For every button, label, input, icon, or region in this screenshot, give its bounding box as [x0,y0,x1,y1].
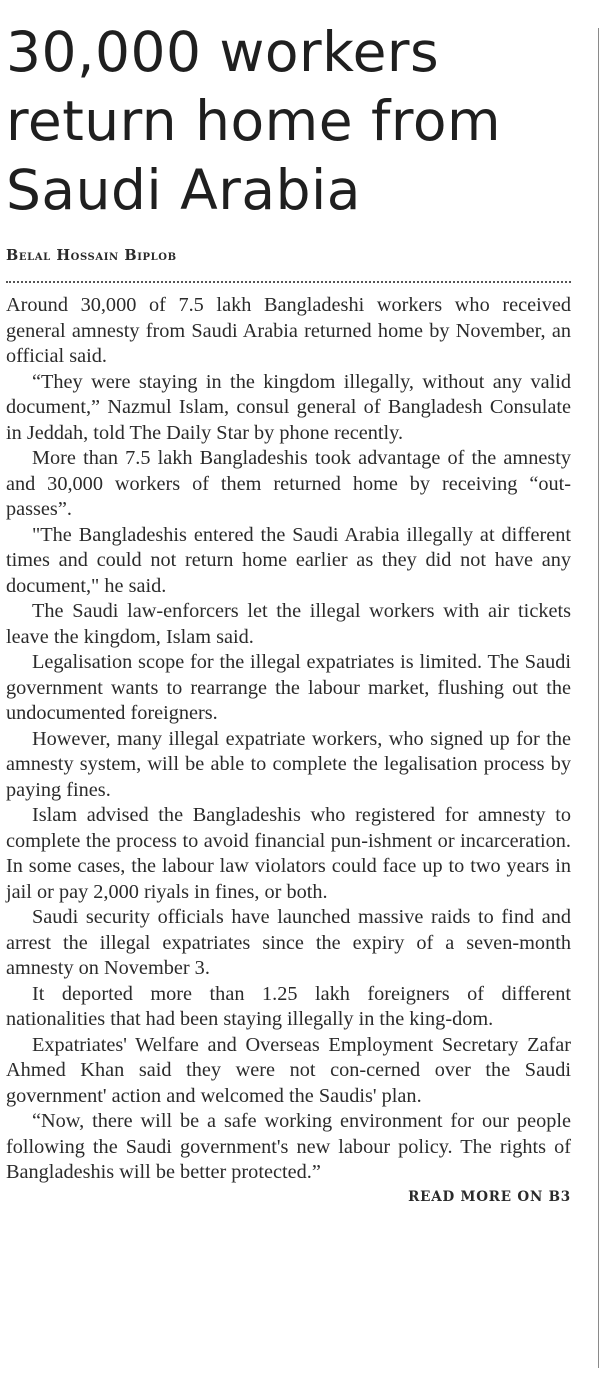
paragraph: Expatriates' Welfare and Overseas Employment Secretary Zafar Ahmed Khan said they were not con-cerned over the Saudi government' action and welcomed the Saudis' plan. [6,1033,571,1107]
read-more-link[interactable]: READ MORE ON B3 [408,1188,571,1205]
paragraph: It deported more than 1.25 lakh foreigners of different nationalities that had been staying illegally in the king-dom. [6,982,571,1030]
column-rule [598,28,599,1368]
paragraph: Islam advised the Bangladeshis who registered for amnesty to complete the process to avoid financial pun-ishment or incarceration. In some cases, the labour law violators could face up to two years in jail or pay 2,000 riyals in fines, or both. [6,804,571,903]
paragraph: The Saudi law-enforcers let the illegal workers with air tickets leave the kingdom, Islam said. [6,600,571,648]
paragraph: However, many illegal expatriate workers, who signed up for the amnesty system, will be able to complete the legalisation process by paying fines. [6,727,571,801]
dotted-divider [6,281,571,283]
paragraph: “Now, there will be a safe working environment for our people following the Saudi government's new labour policy. The rights of Bangladeshis will be better protected.” [6,1110,571,1183]
paragraph: More than 7.5 lakh Bangladeshis took advantage of the amnesty and 30,000 workers of them returned home by receiving “out-passes”. [6,447,571,520]
headline: 30,000 workers return home from Saudi Arabia [6,20,502,222]
article-body [6,293,571,1186]
paragraph: "The Bangladeshis entered the Saudi Arabia illegally at different times and could not return home earlier as they did not have any document," he said. [6,523,571,597]
paragraph: “They were staying in the kingdom illegally, without any valid document,” Nazmul Islam, consul general of Bangladesh Consulate in Jeddah, told The Daily Star by phone recently. [6,370,571,444]
news-article [6,18,571,1205]
byline: Belal Hossain Biplob [6,247,177,264]
paragraph: Around 30,000 of 7.5 lakh Bangladeshi workers who received general amnesty from Saudi Arabia returned home by November, an official said. [6,294,571,367]
paragraph: Legalisation scope for the illegal expatriates is limited. The Saudi government wants to rearrange the labour market, flushing out the undocumented foreigners. [6,651,571,724]
paragraph: Saudi security officials have launched massive raids to find and arrest the illegal expatriates since the expiry of a seven-month amnesty on November 3. [6,906,571,979]
